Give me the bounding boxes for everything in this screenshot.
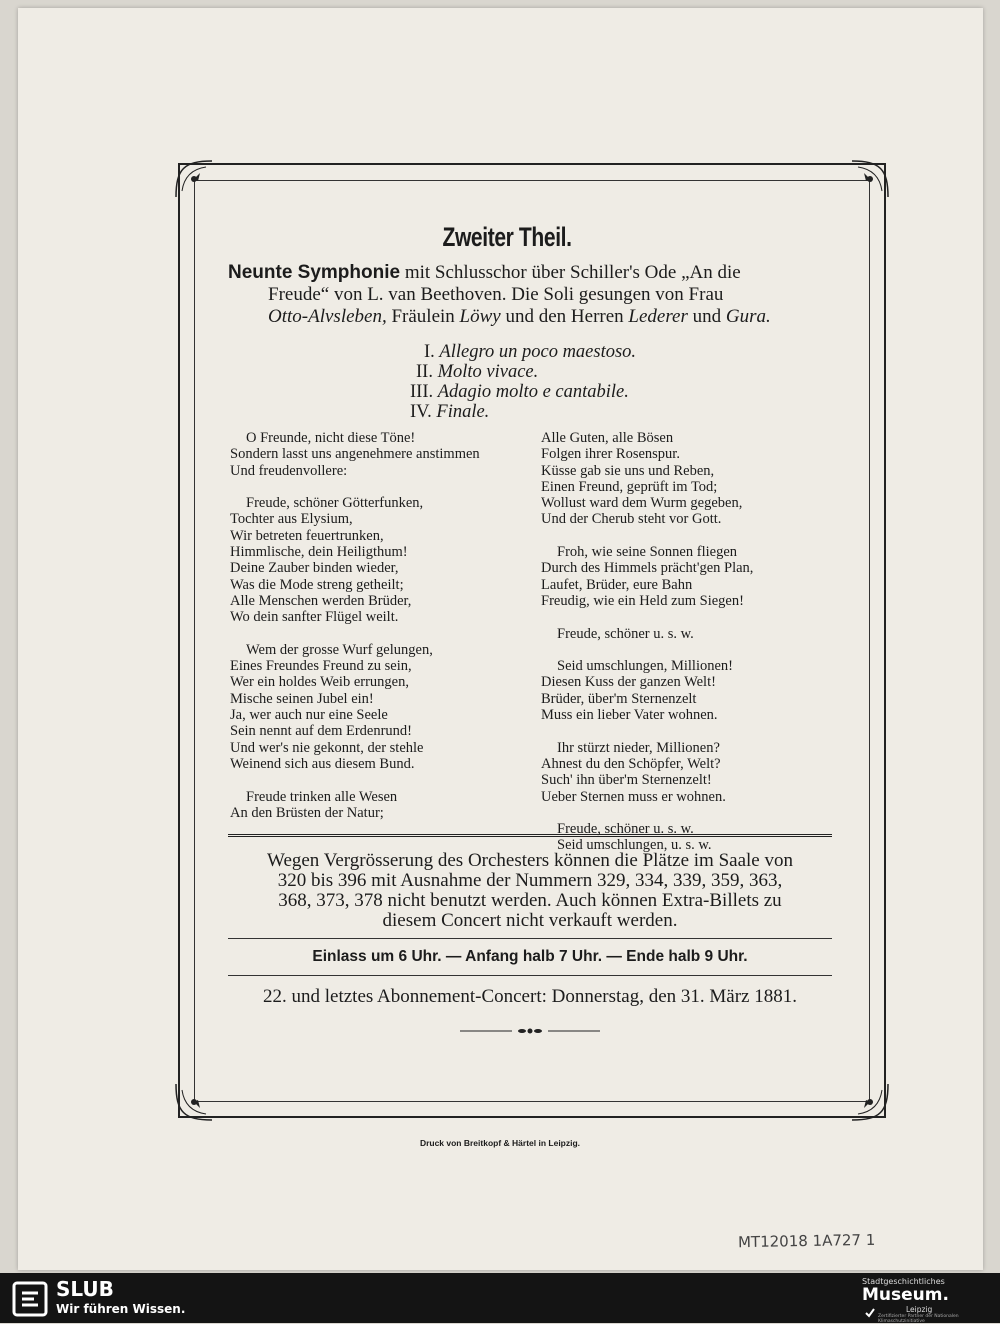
- intro-line-2: Freude“ von L. van Beethoven. Die Soli gesungen von Frau: [268, 284, 724, 305]
- museum-city: Leipzig: [906, 1305, 933, 1314]
- work-title: Neunte Symphonie: [228, 262, 401, 283]
- museum-subtitle: Stadtgeschichtliches: [862, 1277, 945, 1286]
- corner-ornament-bottom-left: [172, 1080, 216, 1124]
- movement-4: IV. Finale.: [410, 402, 490, 422]
- shelfmark-handwritten: MT12018 1A727 1: [737, 1230, 876, 1252]
- intro-line-3: Otto-Alvsleben, Fräulein Löwy und den Herren Lederer und Gura.: [268, 306, 771, 327]
- footer-bar: [0, 1273, 1000, 1323]
- corner-ornament-top-left: [172, 157, 216, 201]
- divider: [228, 938, 832, 939]
- ornament-rule: [460, 1026, 600, 1036]
- slub-logo-icon: [12, 1281, 48, 1317]
- corner-ornament-bottom-right: [848, 1080, 892, 1124]
- notice-line-4: diesem Concert nicht verkauft werden.: [382, 910, 678, 931]
- next-concert: 22. und letztes Abonnement-Concert: Donnerstag, den 31. März 1881.: [263, 986, 797, 1007]
- slub-tagline: Wir führen Wissen.: [56, 1302, 186, 1316]
- museum-certificate-note: Zertifizierter Partner der Nationalen Klimaschutzinitiative: [878, 1314, 959, 1324]
- museum-name: Museum.: [862, 1285, 949, 1305]
- checkmark-icon: [864, 1307, 876, 1319]
- printer-imprint: Druck von Breitkopf & Härtel in Leipzig.: [419, 1138, 581, 1148]
- corner-ornament-top-right: [848, 157, 892, 201]
- notice-line-2: 320 bis 396 mit Ausnahme der Nummern 329, 334, 339, 359, 363,: [277, 870, 783, 891]
- divider-double: [228, 834, 832, 837]
- section-title: Zweiter Theil.: [442, 222, 572, 252]
- concert-times: Einlass um 6 Uhr. — Anfang halb 7 Uhr. — Ende halb 9 Uhr.: [312, 948, 748, 965]
- movement-3: III. Adagio molto e cantabile.: [410, 382, 629, 402]
- notice-line-1: Wegen Vergrösserung des Orchesters können die Plätze im Saale von: [267, 850, 793, 871]
- movement-2: II. Molto vivace.: [416, 362, 539, 382]
- notice-line-3: 368, 373, 378 nicht benutzt werden. Auch können Extra-Billets zu: [278, 890, 782, 911]
- divider: [228, 975, 832, 976]
- poem-column-right: Alle Guten, alle Bösen Folgen ihrer Rosenspur. Küsse gab sie uns und Reben, Einen Freund, geprüft im Tod; Wollust ward dem Wurm gegeben, Und der Cherub steht vor Gott. Froh, wie seine Sonnen fliegen Durch des Himmels prächt'gen Plan, Laufet, Brüder, eure Bahn Freudig, wie ein Held zum Siegen! Freude, schöner u. s. w. Seid umschlungen, Millionen! Diesen Kuss der ganzen Welt! Brüder, über'm Sternenzelt Muss ein lieber Vater wohnen. Ihr stürzt nieder, Millionen? Ahnest du den Schöpfer, Welt? Such' ihn über'm Sternenzelt! Ueber Sternen muss er wohnen. Freude, schöner u. s. w. Seid umschlungen, u. s. w.: [541, 430, 754, 854]
- poem-column-left: O Freunde, nicht diese Töne! Sondern lasst uns angenehmere anstimmen Und freudenvollere: Freude, schöner Götterfunken, Tochter aus Elysium, Wir betreten feuertrunken, Himmlische, dein Heiligthum! Deine Zauber binden wieder, Was die Mode streng getheilt; Alle Menschen werden Brüder, Wo dein sanfter Flügel weilt. Wem der grosse Wurf gelungen, Eines Freundes Freund zu sein, Wer ein holdes Weib errungen, Mische seinen Jubel ein! Ja, wer auch nur eine Seele Sein nennt auf dem Erdenrund! Und wer's nie gekonnt, der stehle Weinend sich aus diesem Bund. Freude trinken alle Wesen An den Brüsten der Natur;: [230, 430, 480, 821]
- movement-1: I. Allegro un poco maestoso.: [424, 342, 637, 362]
- intro-line-1: Neunte Symphonie mit Schlusschor über Schiller's Ode „An die: [228, 262, 741, 283]
- slub-name: SLUB: [56, 1277, 114, 1301]
